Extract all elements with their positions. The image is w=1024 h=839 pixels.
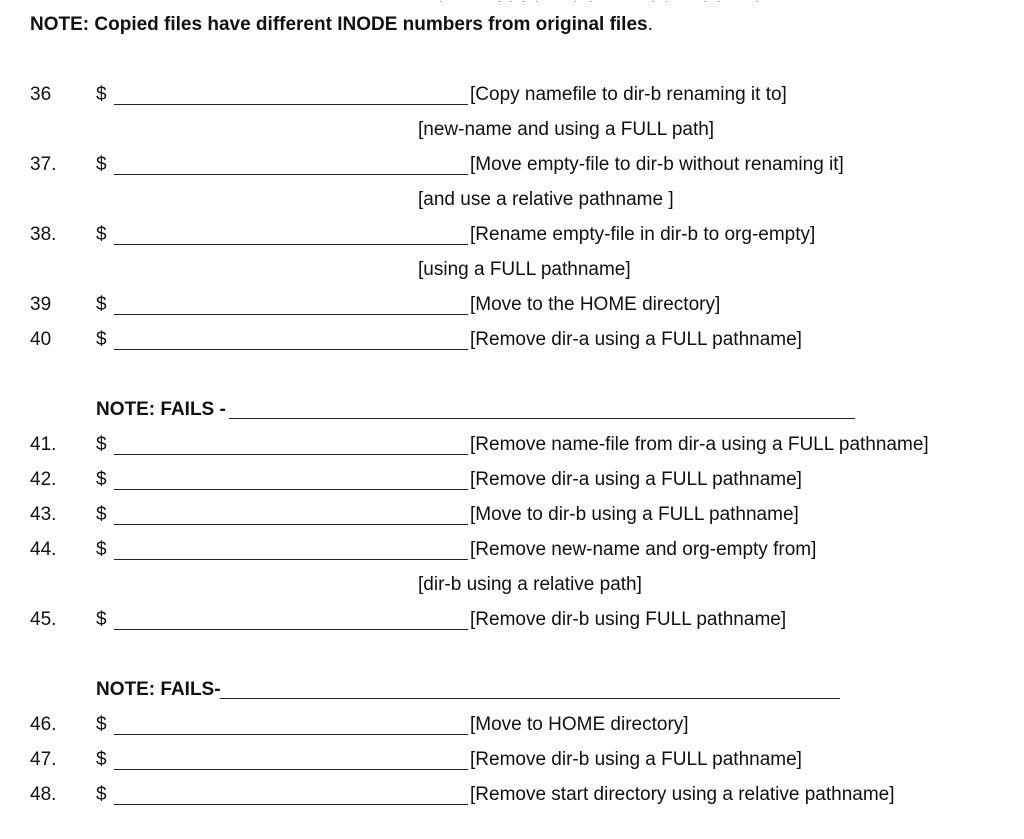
shell-prompt: $ (96, 504, 107, 525)
inode-note-text: NOTE: Copied files have different INODE numbers from original files (30, 14, 648, 35)
answer-blank[interactable] (114, 349, 468, 350)
exercise-row-43 (0, 504, 1024, 530)
answer-blank[interactable] (114, 454, 468, 455)
exercise-row-36 (0, 84, 1024, 110)
exercise-number: 47. (30, 749, 57, 770)
exercise-number: 38. (30, 224, 57, 245)
fails-note-blank[interactable] (220, 698, 840, 699)
shell-prompt: $ (96, 539, 107, 560)
exercise-row-39 (0, 294, 1024, 320)
exercise-number: 43. (30, 504, 57, 525)
exercise-row-47 (0, 749, 1024, 775)
exercise-instruction-continued: [and use a relative pathname ] (418, 189, 674, 210)
answer-blank[interactable] (114, 769, 468, 770)
exercise-row-40 (0, 329, 1024, 355)
exercise-instruction-continued: [dir-b using a relative path] (418, 574, 642, 595)
exercise-number: 45. (30, 609, 57, 630)
exercise-instruction: [Remove start directory using a relative pathname] (470, 784, 895, 805)
inode-note-period: . (647, 14, 653, 35)
exercise-instruction: [Move to the HOME directory] (470, 294, 721, 315)
exercise-instruction: [Remove new-name and org-empty from] (470, 539, 817, 560)
answer-blank[interactable] (114, 559, 468, 560)
fails-note-label: NOTE: FAILS - (96, 399, 226, 420)
answer-blank[interactable] (114, 489, 468, 490)
exercise-instruction: [Remove dir-a using a FULL pathname] (470, 469, 802, 490)
exercise-number: 48. (30, 784, 57, 805)
exercise-number: 41. (30, 434, 57, 455)
shell-prompt: $ (96, 784, 107, 805)
exercise-row-38 (0, 224, 1024, 250)
exercise-instruction: [Copy namefile to dir-b renaming it to] (470, 84, 787, 105)
exercise-number: 46. (30, 714, 57, 735)
exercise-row-46 (0, 714, 1024, 740)
answer-blank[interactable] (114, 804, 468, 805)
answer-blank[interactable] (114, 314, 468, 315)
exercise-number: 44. (30, 539, 57, 560)
exercise-row-41 (0, 434, 1024, 460)
shell-prompt: $ (96, 294, 107, 315)
shell-prompt: $ (96, 434, 107, 455)
exercise-instruction: [Move to HOME directory] (470, 714, 689, 735)
exercise-number: 40 (30, 329, 52, 350)
shell-prompt: $ (96, 154, 107, 175)
answer-blank[interactable] (114, 629, 468, 630)
cropped-text-fragment (440, 0, 770, 2)
exercise-instruction: [Rename empty-file in dir-b to org-empty] (470, 224, 816, 245)
exercise-number: 42. (30, 469, 57, 490)
shell-prompt: $ (96, 469, 107, 490)
fails-note-blank[interactable] (229, 418, 855, 419)
exercise-number: 37. (30, 154, 57, 175)
exercise-instruction-continued: [using a FULL pathname] (418, 259, 631, 280)
exercise-instruction-continued: [new-name and using a FULL path] (418, 119, 715, 140)
answer-blank[interactable] (114, 524, 468, 525)
answer-blank[interactable] (114, 174, 468, 175)
shell-prompt: $ (96, 749, 107, 770)
fails-note-label: NOTE: FAILS- (96, 679, 221, 700)
exercise-row-48 (0, 784, 1024, 810)
shell-prompt: $ (96, 84, 107, 105)
shell-prompt: $ (96, 714, 107, 735)
exercise-row-37 (0, 154, 1024, 180)
exercise-row-42 (0, 469, 1024, 495)
exercise-instruction: [Move to dir-b using a FULL pathname] (470, 504, 799, 525)
exercise-instruction: [Remove name-file from dir-a using a FULL pathname] (470, 434, 929, 455)
shell-prompt: $ (96, 609, 107, 630)
exercise-row-44 (0, 539, 1024, 565)
inode-note (30, 14, 653, 36)
answer-blank[interactable] (114, 734, 468, 735)
exercise-number: 39 (30, 294, 52, 315)
shell-prompt: $ (96, 329, 107, 350)
exercise-row-45 (0, 609, 1024, 635)
answer-blank[interactable] (114, 104, 468, 105)
exercise-instruction: [Move empty-file to dir-b without renaming it] (470, 154, 844, 175)
exercise-instruction: [Remove dir-b using FULL pathname] (470, 609, 787, 630)
shell-prompt: $ (96, 224, 107, 245)
exercise-number: 36 (30, 84, 52, 105)
exercise-instruction: [Remove dir-a using a FULL pathname] (470, 329, 802, 350)
exercise-instruction: [Remove dir-b using a FULL pathname] (470, 749, 802, 770)
answer-blank[interactable] (114, 244, 468, 245)
